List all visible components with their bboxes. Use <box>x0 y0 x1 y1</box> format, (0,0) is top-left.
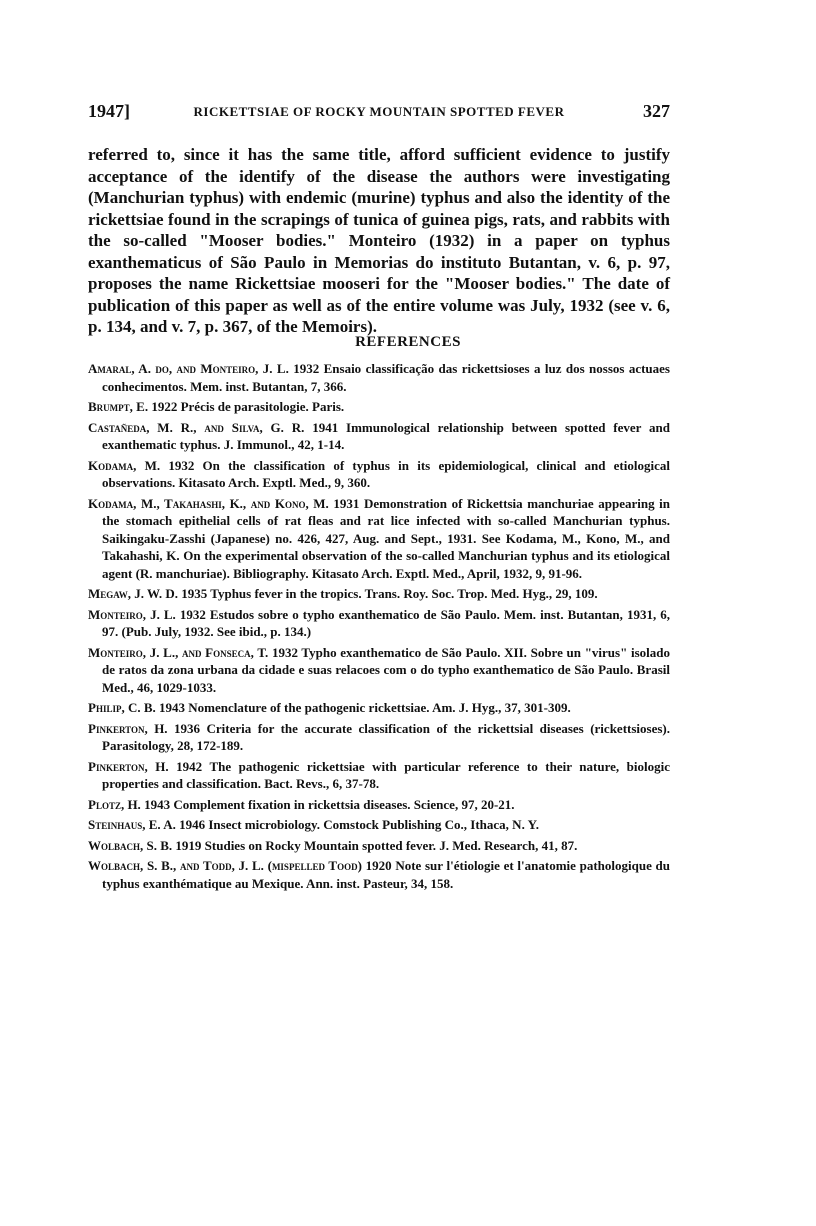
reference-item <box>88 758 670 793</box>
reference-authors: Wolbach, S. B., and Todd, J. L. (mispelled Tood) <box>88 858 362 873</box>
body-text <box>88 144 670 338</box>
reference-authors: Wolbach, S. B. <box>88 837 173 853</box>
reference-item <box>88 457 670 492</box>
running-header <box>88 101 670 123</box>
reference-authors: Pinkerton, H. <box>88 720 168 736</box>
reference-item <box>88 360 670 395</box>
reference-text: 1932 On the classification of typhus in its epidemiological, clinical and etiological observations. Kitasato Arch. Exptl. Med., 9, 360. <box>102 457 670 490</box>
reference-authors: Amaral, A. do, and Monteiro, J. L. <box>88 361 289 376</box>
reference-item <box>88 585 670 603</box>
reference-text: 1943 Complement fixation in rickettsia diseases. Science, 97, 20-21. <box>144 796 515 812</box>
reference-text: 1922 Précis de parasitologie. Paris. <box>151 399 345 414</box>
reference-text: 1941 Immunological relationship between spotted fever and exanthematic typhus. J. Immunol., 42, 1-14. <box>102 419 671 452</box>
reference-text: 1943 Nomenclature of the pathogenic rickettsiae. Am. J. Hyg., 37, 301-309. <box>159 700 571 715</box>
reference-item <box>88 699 670 717</box>
reference-authors: Philip, C. B. <box>88 700 156 715</box>
reference-text: 1942 The pathogenic rickettsiae with particular reference to their nature, biologic properties and classification. Bact. Revs., 6, 37-78. <box>102 758 670 791</box>
reference-text: 1932 Ensaio classificação das rickettsioses a luz dos nossos actuaes conhecimentos. Mem. inst. Butantan, 7, 366. <box>102 361 670 394</box>
reference-item <box>88 495 670 583</box>
body-paragraph: referred to, since it has the same title, afford sufficient evidence to justify acceptance of the identify of the disease the authors were investigating (Manchurian typhus) with endemic (murine) typhus and also the identity of the rickettsiae found in the scrapings of tunica of guinea pigs, rats, and rabbits with the so-called "Mooser bodies." Monteiro (1932) in a paper on typhus exanthematicus of São Paulo in Memorias do instituto Butantan, v. 6, p. 97, proposes the name Rickettsiae mooseri for the "Mooser bodies." The date of publication of this paper as well as of the entire volume was July, 1932 (see v. 6, p. 134, and v. 7, p. 367, of the Memoirs). <box>88 145 670 336</box>
reference-item <box>88 837 670 855</box>
reference-item <box>88 816 670 834</box>
reference-authors: Monteiro, J. L. <box>88 606 176 622</box>
reference-text: 1932 Estudos sobre o typho exanthematico de São Paulo. Mem. inst. Butantan, 1931, 6, 97. (Pub. July, 1932. See ibid., p. 134.) <box>102 606 671 639</box>
reference-text: 1936 Criteria for the accurate classification of the rickettsial diseases (rickettsioses). Parasitology, 28, 172-189. <box>102 720 670 753</box>
reference-item <box>88 419 670 454</box>
reference-list <box>88 360 670 895</box>
reference-item <box>88 644 670 697</box>
reference-text: 1932 Typho exanthematico de São Paulo. XII. Sobre un "virus" isolado de ratos da zona urbana da cidade e suas relacoes com o do typho exanthematico de São Paulo. Brasil Med., 46, 1029-1033. <box>102 644 670 695</box>
reference-authors: Steinhaus, E. A. <box>88 817 176 832</box>
reference-authors: Brumpt, E. <box>88 399 149 414</box>
reference-item <box>88 857 670 892</box>
running-title: RICKETTSIAE OF ROCKY MOUNTAIN SPOTTED FEVER <box>193 104 565 119</box>
reference-authors: Megaw, J. W. D. <box>88 586 178 601</box>
reference-text: 1920 Note sur l'étiologie et l'anatomie pathologique du typhus exanthématique au Mexique. Ann. inst. Pasteur, 34, 158. <box>102 858 671 891</box>
page-number: 327 <box>643 101 670 121</box>
journal-year: 1947] <box>88 101 130 121</box>
reference-text: 1931 Demonstration of Rickettsia manchuriae appearing in the stomach epithelial cells of rat fleas and rat lice infected with so-called Manchurian typhus. Saikingaku-Zasshi (Japanese) no. 426, 427, Aug. and Sept., 1931. See Kodama, M., Kono, M., and Takahashi, K. On the experimental observation of the so-called Manchurian typhus and its etiological agent (R. manchuriae). Bibliography. Kitasato Arch. Exptl. Med., April, 1932, 9, 91-96. <box>102 495 671 581</box>
reference-text: 1919 Studies on Rocky Mountain spotted fever. J. Med. Research, 41, 87. <box>175 837 578 853</box>
reference-authors: Kodama, M., Takahashi, K., and Kono, M. <box>88 495 329 511</box>
reference-item <box>88 796 670 814</box>
reference-authors: Monteiro, J. L., and Fonseca, T. <box>88 644 269 660</box>
reference-authors: Kodama, M. <box>88 457 161 473</box>
reference-text: 1946 Insect microbiology. Comstock Publishing Co., Ithaca, N. Y. <box>179 817 540 832</box>
reference-authors: Castañeda, M. R., and Silva, G. R. <box>88 419 305 435</box>
reference-item <box>88 720 670 755</box>
reference-authors: Plotz, H. <box>88 796 141 812</box>
reference-text: 1935 Typhus fever in the tropics. Trans. Roy. Soc. Trop. Med. Hyg., 29, 109. <box>181 586 598 601</box>
reference-item <box>88 606 670 641</box>
reference-authors: Pinkerton, H. <box>88 758 169 774</box>
reference-item <box>88 398 670 416</box>
references-heading: REFERENCES <box>355 334 461 350</box>
